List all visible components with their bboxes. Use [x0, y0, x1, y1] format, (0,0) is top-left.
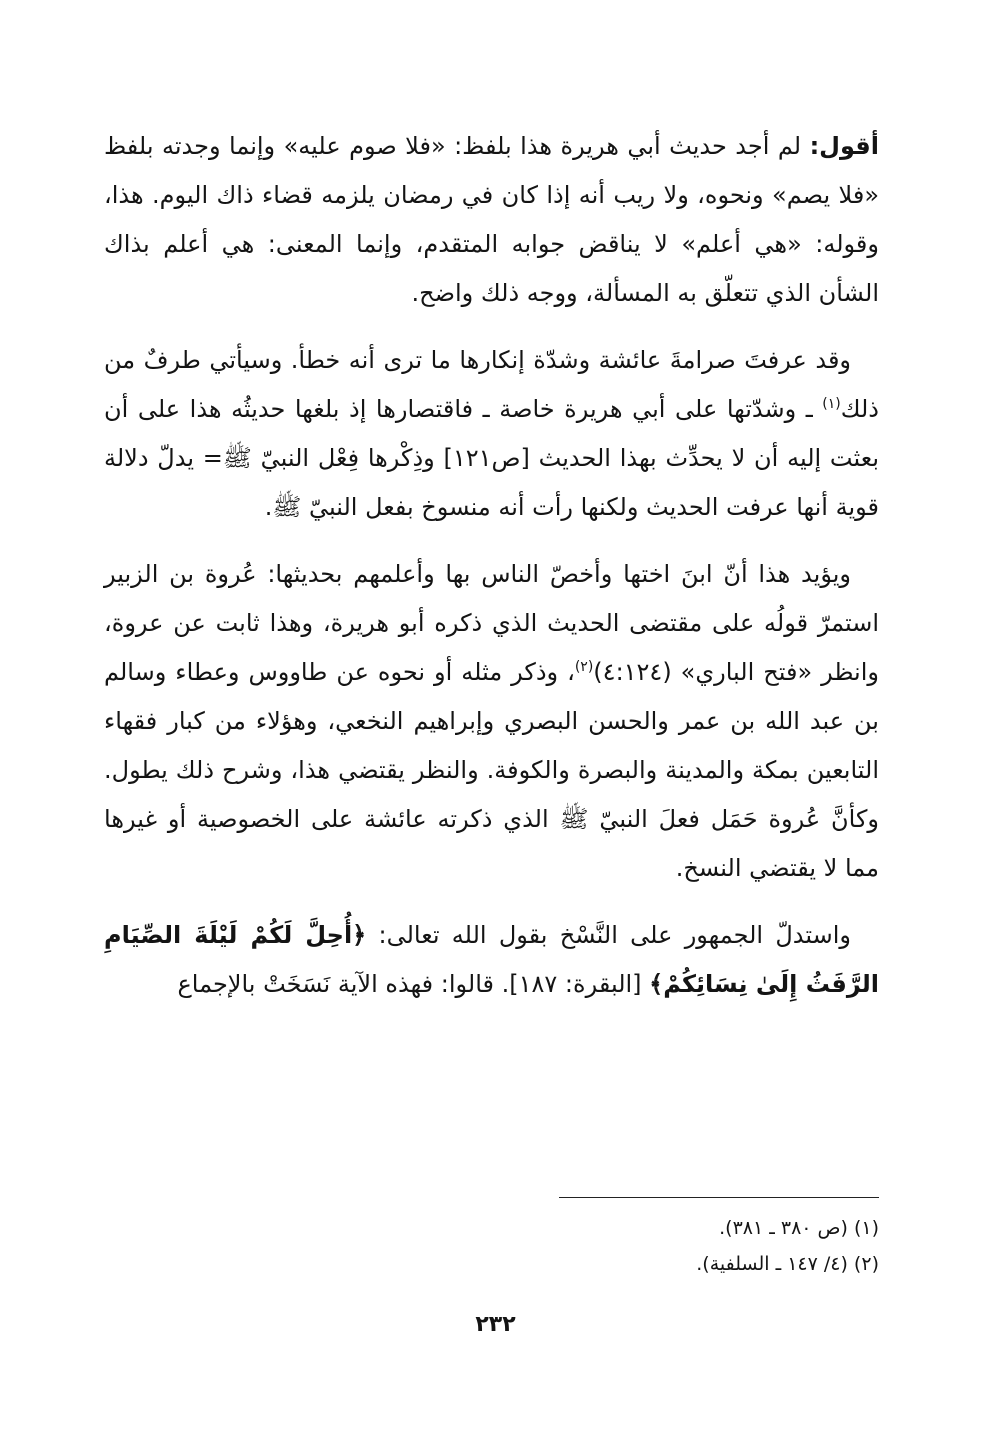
footnote-marker-1[interactable]: (١) [822, 396, 841, 412]
paragraph-1 [104, 122, 879, 318]
footnote-1: (١) (ص ٣٨٠ ـ ٣٨١). [719, 1217, 879, 1239]
footnote-divider [559, 1197, 879, 1198]
paragraph-text: وقد عرفتَ صرامةَ عائشة وشدّة إنكارها ما ترى أنه خطأ. وسيأتي طرفٌ من ذلك [104, 346, 879, 423]
main-text [104, 122, 879, 1009]
paragraph-lead-word: أقول: [809, 132, 879, 160]
paragraph-text: ، وذكر مثله أو نحوه عن طاووس وعطاء وسالم بن عبد الله بن عمر والحسن البصري وإبراهيم النخعي، وهؤلاء من كبار فقهاء التابعين بمكة والمدينة والبصرة والكوفة. والنظر يقتضي هذا، وشرح ذلك يطول. وكأنَّ عُروة حَمَل فعلَ النبيّ ﷺ الذي ذكرته عائشة على الخصوصية أو غيرها مما لا يقتضي النسخ. [104, 658, 879, 882]
paragraph-text: واستدلّ الجمهور على النَّسْخ بقول الله تعالى: [366, 921, 852, 949]
paragraph-4 [104, 911, 879, 1009]
paragraph-3 [104, 550, 879, 893]
footnote-2: (٢) (٤/ ١٤٧ ـ السلفية). [696, 1253, 879, 1275]
paragraph-text: لم أجد حديث أبي هريرة هذا بلفظ: «فلا صوم عليه» وإنما وجدته بلفظ «فلا يصم» ونحوه، ولا ريب أنه إذا كان في رمضان يلزمه قضاء ذاك اليوم. هذا، وقوله: «هي أعلم» لا يناقض جوابه المتقدم، وإنما المعنى: هي أعلم بذاك الشأن الذي تتعلّق به المسألة، ووجه ذلك واضح. [104, 132, 879, 307]
paragraph-2 [104, 336, 879, 532]
quran-verse: ﴿أُحِلَّ لَكُمْ لَيْلَةَ الصِّيَامِ الرَّفَثُ إِلَىٰ نِسَائِكُمْ﴾ [104, 921, 879, 998]
page-number: ٢٣٢ [475, 1312, 516, 1337]
paragraph-text: [البقرة: ١٨٧]. قالوا: فهذه الآية نَسَخَتْ بالإجماع [177, 970, 650, 998]
footnote-marker-2[interactable]: (٢) [574, 659, 594, 675]
footnotes [379, 1210, 879, 1282]
paragraph-text: ويؤيد هذا أنّ ابنَ اختها وأخصّ الناس بها وأعلمهم بحديثها: عُروة بن الزبير استمرّ قولُه على مقتضى الحديث الذي ذكره أبو هريرة، وهذا ثابت عن عروة، وانظر «فتح الباري» (٤:١٢٤) [104, 560, 879, 686]
paragraph-text: ـ وشدّتها على أبي هريرة خاصة ـ فاقتصارها إذ بلغها حديثُه هذا على أن بعثت إليه أن لا يحدِّث بهذا الحديث [ص١٢١] وذِكْرها فِعْل النبيّ ﷺ= يدلّ دلالة قوية أنها عرفت الحديث ولكنها رأت أنه منسوخ بفعل النبيّ ﷺ. [104, 395, 879, 521]
